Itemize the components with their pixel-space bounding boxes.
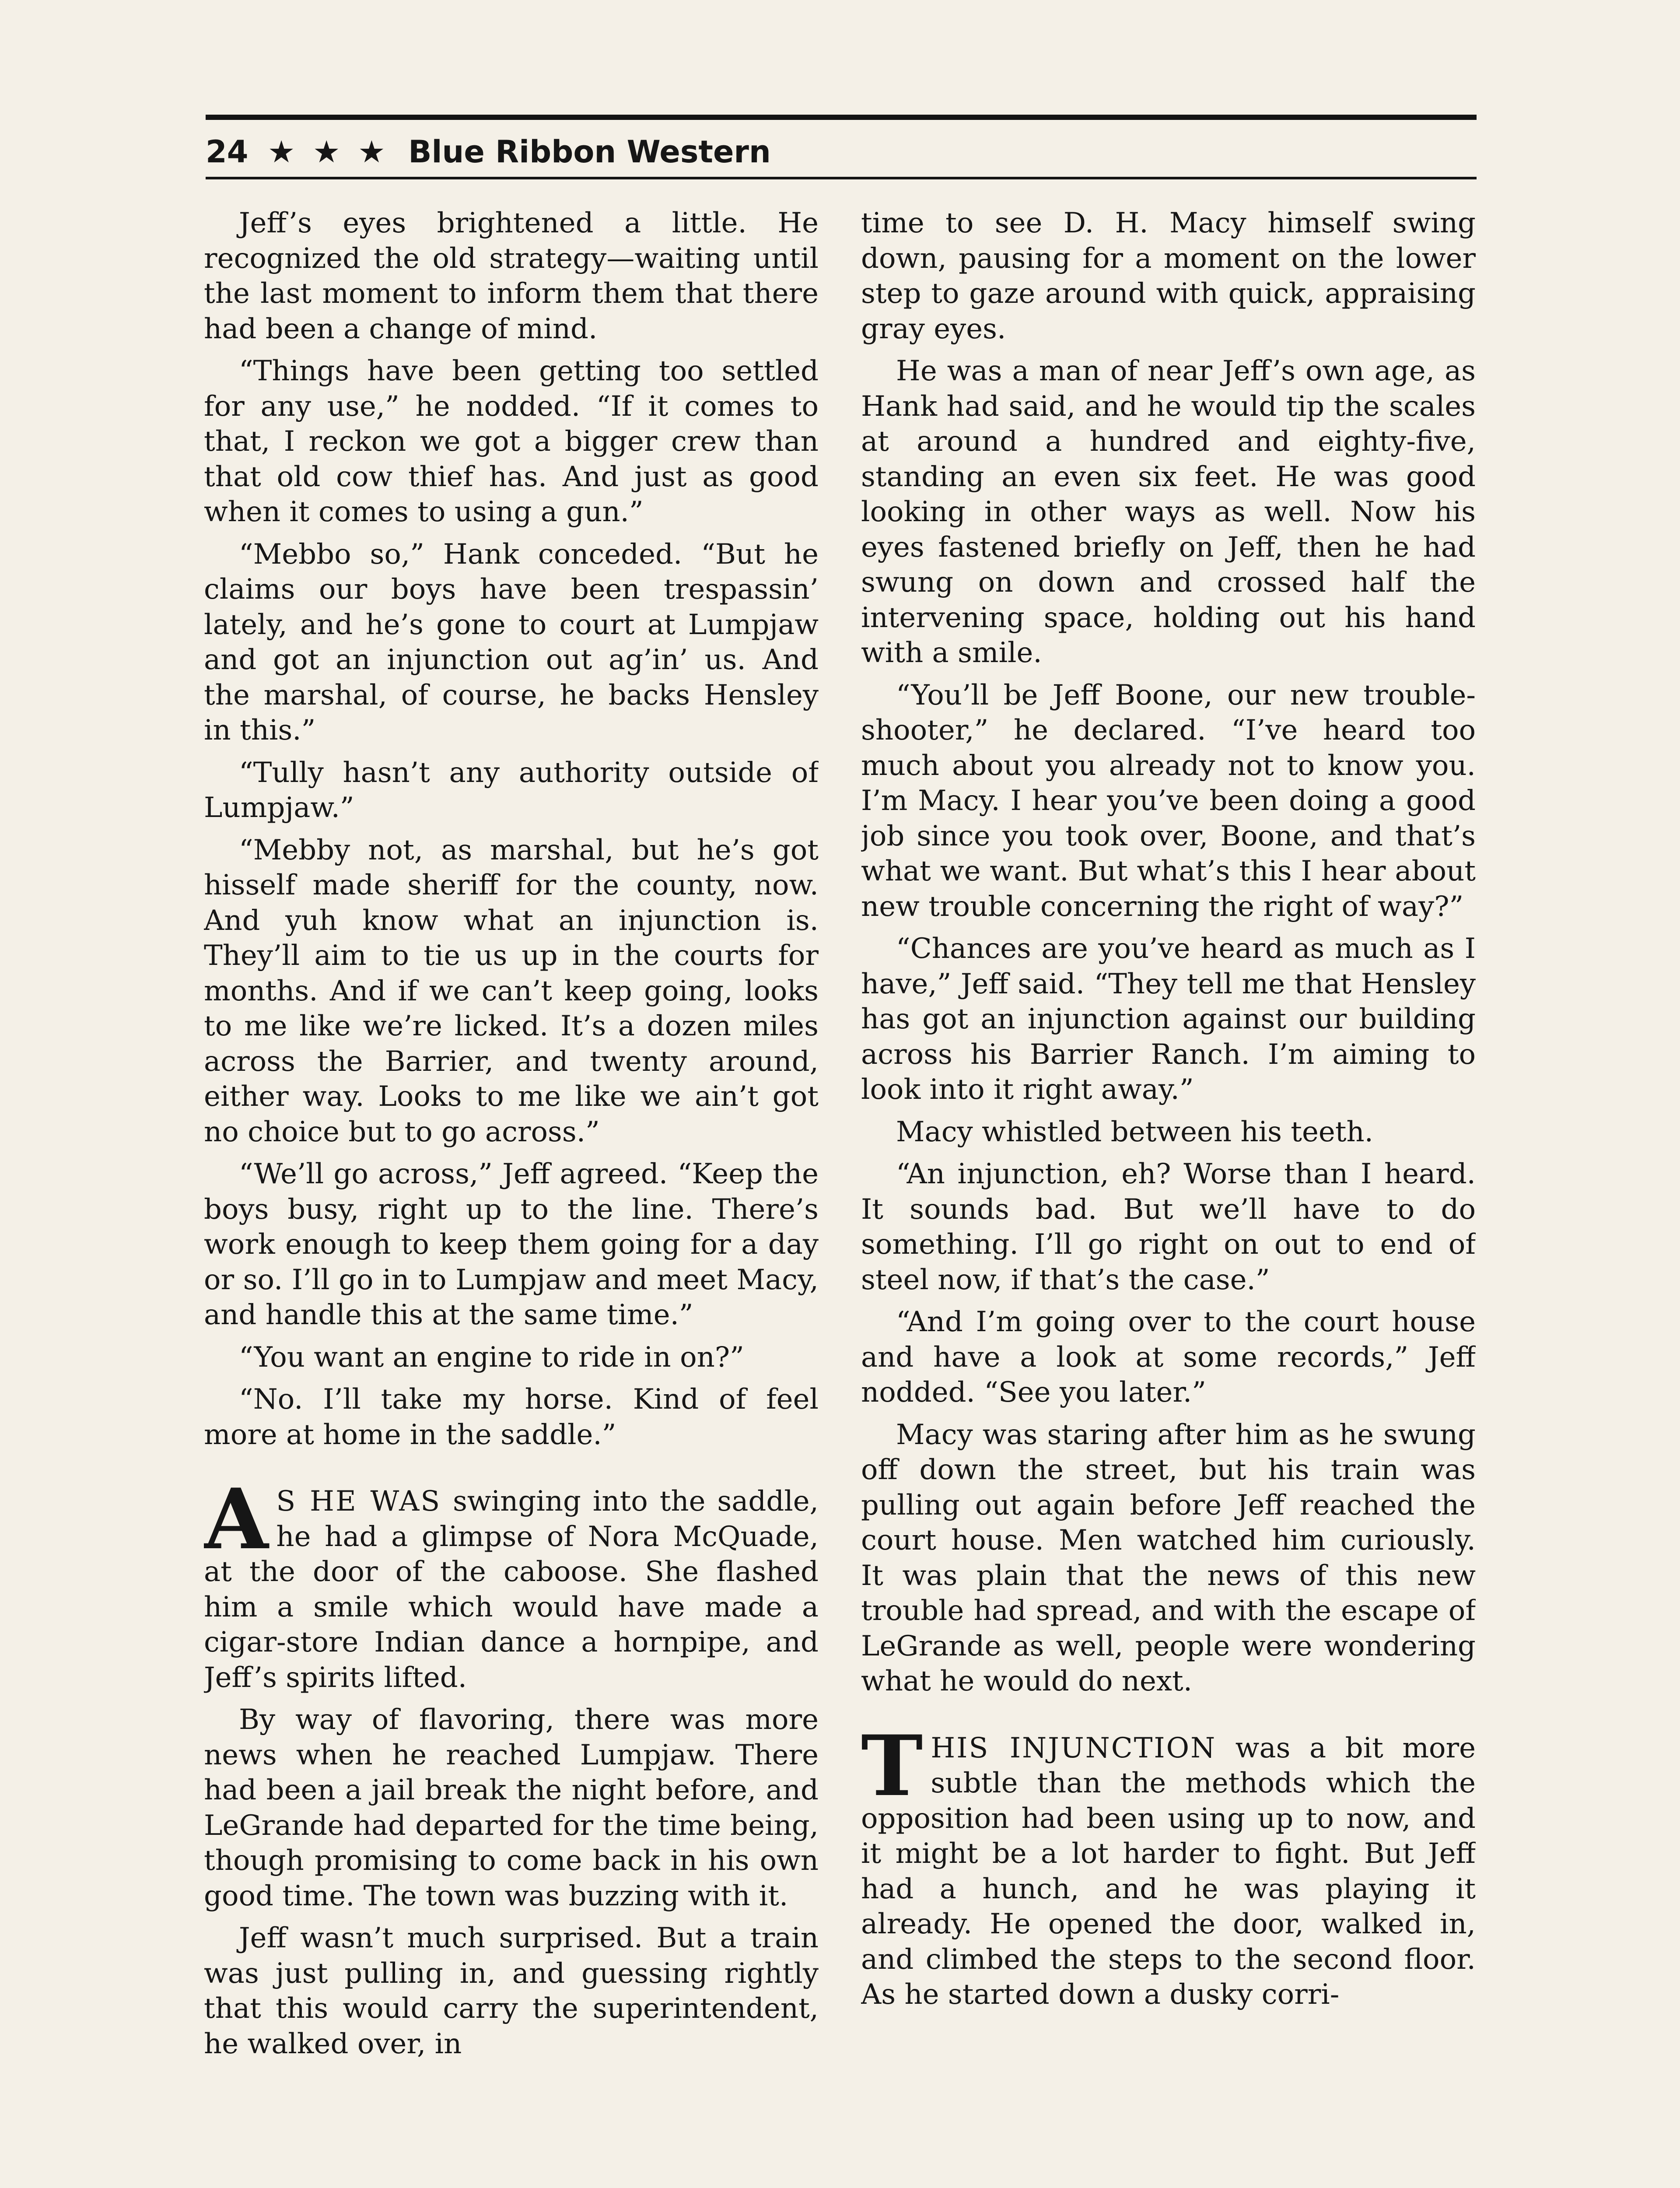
paragraph: “Mebby not, as marshal, but he’s got hisself made sheriff for the county, now. And yuh know what an injunction is. They’ll aim to tie us up in the courts for months. And if we can’t keep going, looks to me like we’re licked. It’s a dozen miles across the Barrier, and twenty around, either way. Looks to me like we ain’t got no choice but to go across.” xyxy=(204,834,819,1148)
page-number: 24 xyxy=(206,134,248,170)
paragraph: Macy whistled between his teeth. xyxy=(896,1115,1373,1148)
paragraph: By way of flavoring, there was more news when he reached Lumpjaw. There had been a jail break the night before, and LeGrande had departed for the time being, though promising to come back in his own good time. The town was buzzing with it. xyxy=(204,1704,819,1912)
header-top-rule xyxy=(206,115,1477,120)
paragraph: “No. I’ll take my horse. Kind of feel more at home in the saddle.” xyxy=(204,1383,819,1451)
paragraph: “Mebbo so,” Hank conceded. “But he claims our boys have been trespassin’ lately, and he’s gone to court at Lumpjaw and got an injunction out ag’in’ us. And the marshal, of course, he backs Hensley in this.” xyxy=(204,538,819,747)
paragraph: Jeff wasn’t much surprised. But a train was just pulling in, and guessing rightly that this would carry the superintendent, he walked over, in xyxy=(204,1922,819,2060)
running-header xyxy=(206,128,1477,176)
drop-cap: T xyxy=(861,1717,923,1815)
paragraph: “And I’m going over to the court house and have a look at some records,” Jeff nodded. “See you later.” xyxy=(861,1306,1476,1409)
paragraph: “Things have been getting too settled for any use,” he nodded. “If it comes to that, I reckon we got a bigger crew than that old cow thief has. And just as good when it comes to using a gun.” xyxy=(204,355,819,528)
paragraph: Macy was staring after him as he swung off down the street, but his train was pulling out again before Jeff reached the court house. Men watched him curiously. It was plain that the news of this new trouble had spread, and with the escape of LeGrande as well, people were wondering what he would do next. xyxy=(861,1418,1476,1697)
paragraph: Jeff’s eyes brightened a little. He recognized the old strategy—waiting until the last moment to inform them that there had been a change of mind. xyxy=(204,207,819,345)
section-opening-paragraph xyxy=(861,1717,1476,2013)
header-bottom-rule xyxy=(206,177,1477,179)
drop-cap: A xyxy=(204,1470,269,1568)
header-stars: ★ ★ ★ xyxy=(267,134,389,170)
section-text: swinging into the saddle, he had a glimpse of Nora McQuade, at the door of the caboose. She flashed him a smile which would have made a cigar-store Indian dance a hornpipe, and Jeff’s spirits lifted. xyxy=(204,1485,819,1694)
paragraph: “You want an engine to ride in on?” xyxy=(239,1341,744,1374)
publication-title: Blue Ribbon Western xyxy=(408,134,771,170)
left-column xyxy=(204,206,819,2188)
paragraph: “Tully hasn’t any authority outside of Lumpjaw.” xyxy=(204,756,819,824)
small-caps-lead: S HE WAS xyxy=(276,1485,441,1518)
small-caps-lead: HIS INJUNCTION xyxy=(931,1732,1217,1764)
section-opening-paragraph xyxy=(204,1470,819,1695)
paragraph: “We’ll go across,” Jeff agreed. “Keep the boys busy, right up to the line. There’s work enough to keep them going for a day or so. I’ll go in to Lumpjaw and meet Macy, and handle this at the same time.” xyxy=(204,1158,819,1331)
right-column xyxy=(861,206,1476,2188)
paragraph: “You’ll be Jeff Boone, our new trouble-shooter,” he declared. “I’ve heard too much about you already not to know you. I’m Macy. I hear you’ve been doing a good job since you took over, Boone, and that’s what we want. But what’s this I hear about new trouble concerning the right of way?” xyxy=(861,679,1476,923)
paragraph: “An injunction, eh? Worse than I heard. It sounds bad. But we’ll have to do something. I’ll go right on out to end of steel now, if that’s the case.” xyxy=(861,1158,1476,1296)
section-text: was a bit more subtle than the methods which the opposition had been using up to now, and it might be a lot harder to fight. But Jeff had a hunch, and he was playing it already. He opened the door, walked in, and climbed the steps to the second floor. As he started down a dusky corri- xyxy=(861,1732,1476,2011)
paragraph: time to see D. H. Macy himself swing down, pausing for a moment on the lower step to gaze around with quick, appraising gray eyes. xyxy=(861,207,1476,345)
paragraph: “Chances are you’ve heard as much as I have,” Jeff said. “They tell me that Hensley has got an injunction against our building across his Barrier Ranch. I’m aiming to look into it right away.” xyxy=(861,933,1476,1106)
paragraph: He was a man of near Jeff’s own age, as Hank had said, and he would tip the scales at around a hundred and eighty-five, standing an even six feet. He was good looking in other ways as well. Now his eyes fastened briefly on Jeff, then he had swung on down and crossed half the intervening space, holding out his hand with a smile. xyxy=(861,355,1476,669)
